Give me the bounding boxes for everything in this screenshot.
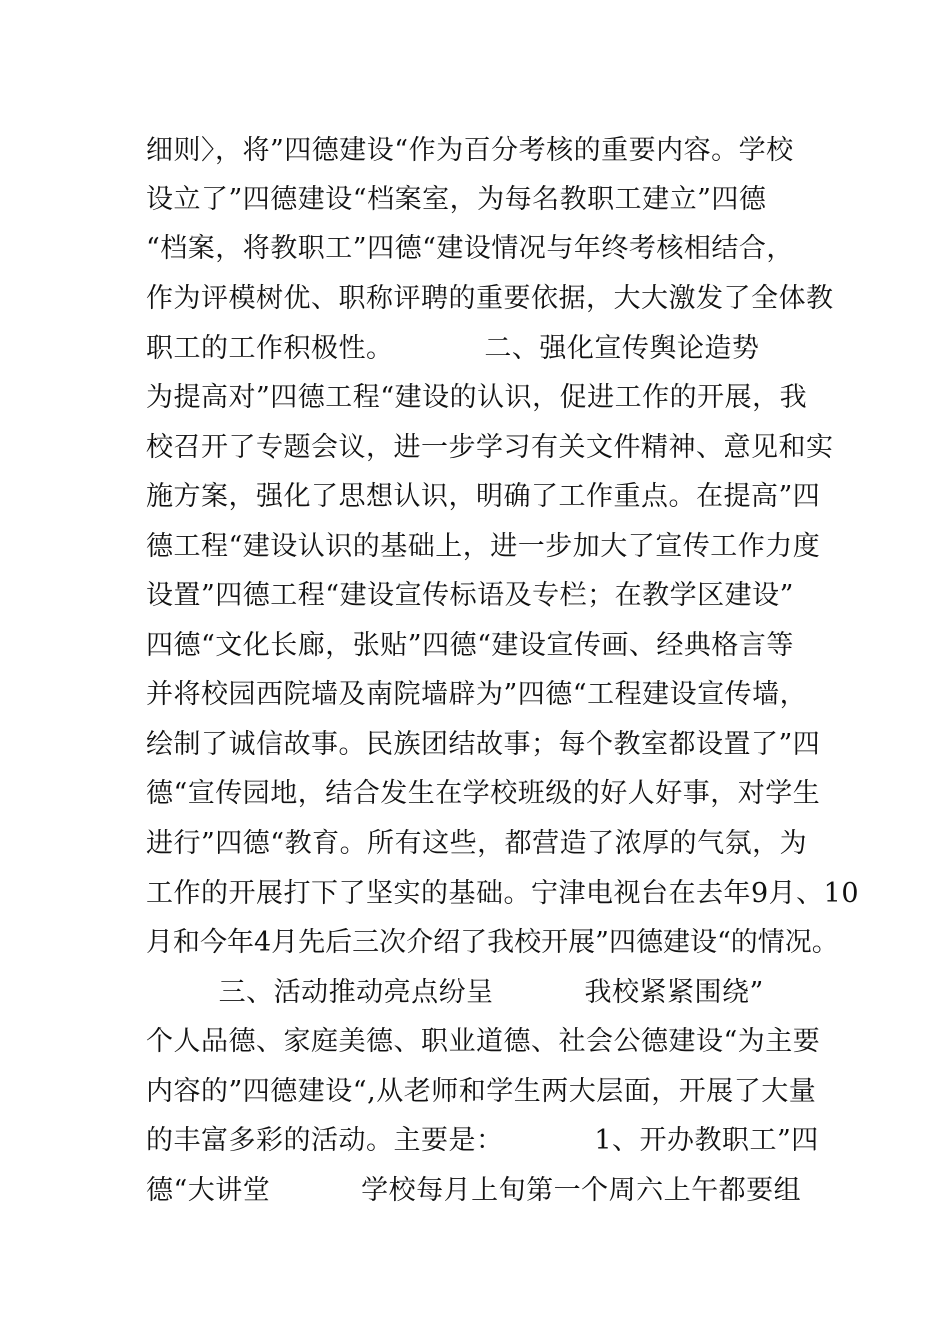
text-line: 施方案，强化了思想认识，明确了工作重点。在提高”四: [146, 481, 821, 512]
text-line: 月和今年4月先后三次介绍了我校开展”四德建设“的情况。: [146, 927, 839, 958]
text-line: 校召开了专题会议，进一步学习有关文件精神、意见和实: [146, 432, 834, 463]
text-line: 内容的”四德建设“,从老师和学生两大层面，开展了大量: [146, 1076, 817, 1107]
text-line: 德“大讲堂 学校每月上旬第一个周六上午都要组: [146, 1175, 802, 1206]
text-line: 细则〉，将”四德建设“作为百分考核的重要内容。学校: [146, 135, 794, 166]
text-line: 并将校园西院墙及南院墙辟为”四德“工程建设宣传墙，: [146, 679, 808, 710]
text-line: 设立了”四德建设“档案室，为每名教职工建立”四德: [146, 184, 767, 215]
text-line: 德“宣传园地，结合发生在学校班级的好人好事，对学生: [146, 778, 821, 809]
text-line: 职工的工作积极性。 二、强化宣传舆论造势: [146, 333, 760, 364]
text-line: 工作的开展打下了坚实的基础。宁津电视台在去年9月、10: [146, 878, 860, 909]
text-line: 四德“文化长廊，张贴”四德“建设宣传画、经典格言等: [146, 630, 794, 661]
text-line: 绘制了诚信故事。民族团结故事；每个教室都设置了”四: [146, 729, 821, 760]
text-line: 的丰富多彩的活动。主要是： 1、开办教职工”四: [146, 1125, 819, 1156]
text-line: “档案，将教职工”四德“建设情况与年终考核相结合，: [146, 233, 794, 264]
text-line: 作为评模树优、职称评聘的重要依据，大大激发了全体教: [146, 283, 834, 314]
text-line: 为提高对”四德工程“建设的认识，促进工作的开展，我: [146, 382, 808, 413]
text-line: 进行”四德“教育。所有这些，都营造了浓厚的气氛，为: [146, 828, 808, 859]
text-line: 设置”四德工程“建设宣传标语及专栏；在教学区建设”: [146, 580, 794, 611]
text-line: 个人品德、家庭美德、职业道德、社会公德建设“为主要: [146, 1026, 821, 1057]
section-heading-line: 三、活动推动亮点纷呈 我校紧紧围绕”: [146, 977, 764, 1008]
text-line: 德工程“建设认识的基础上，进一步加大了宣传工作力度: [146, 531, 821, 562]
